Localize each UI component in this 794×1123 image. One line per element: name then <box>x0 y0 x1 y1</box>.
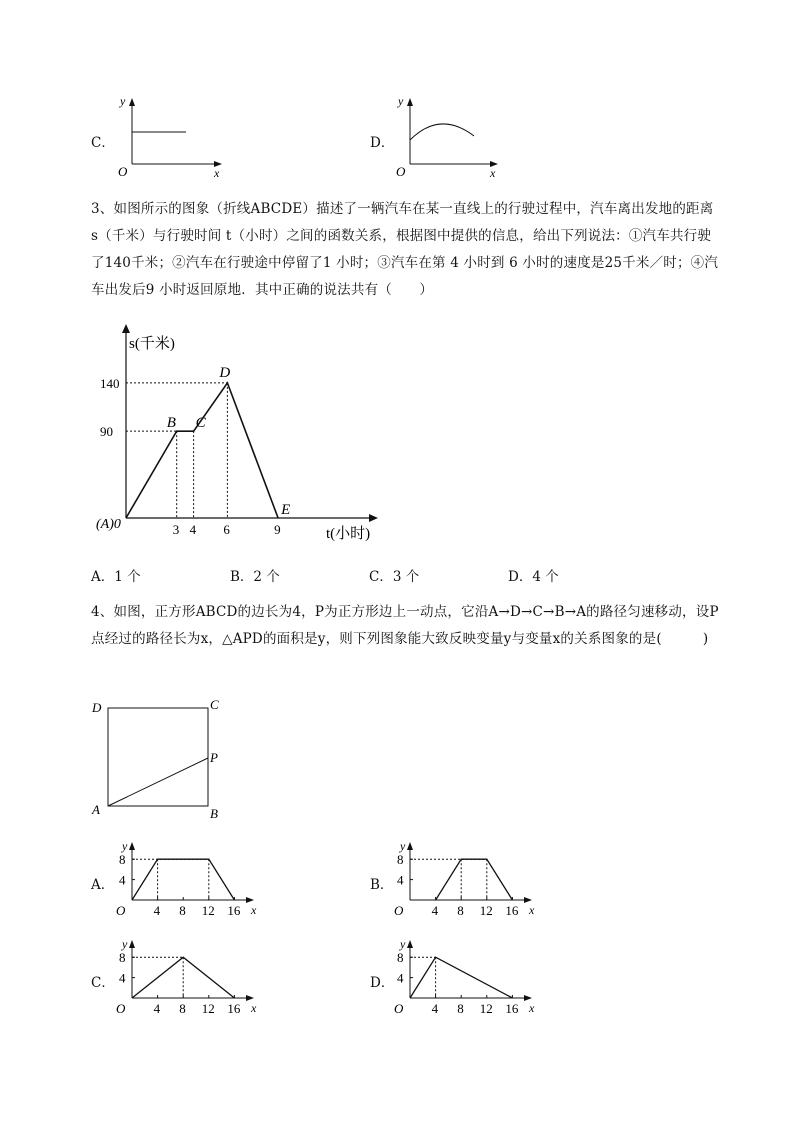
vertex-a-label: A <box>92 802 100 817</box>
y-tick-4: 4 <box>119 970 126 986</box>
y-tick-4: 4 <box>397 970 404 986</box>
q3-option-c: C．3 个 <box>369 569 420 585</box>
origin-label: O <box>116 903 126 918</box>
q4-option-a-graph <box>110 838 270 922</box>
x-tick-4: 4 <box>431 903 439 918</box>
x-tick-8: 8 <box>457 1001 464 1016</box>
y-tick-8: 8 <box>397 852 404 868</box>
question-3-text: 3、如图所示的图象（折线ABCDE）描述了一辆汽车在某一直线上的行驶过程中，汽车离出发地的距离 s（千米）与行驶时间 t（小时）之间的函数关系，根据图中提供的信息，给出下列说法：①汽车共行驶了140千米；②汽车在行驶途中停留了1 小时；③汽车在第 4 小时到 6 小时的速度是25千米／时；④汽车出发后9 小时返回原地．其中正确的说法共有（ ） <box>91 201 719 298</box>
option-c-label: C． <box>91 135 115 151</box>
axis-x-label: x <box>529 903 535 917</box>
y-tick-8: 8 <box>119 852 126 868</box>
x-tick-12: 12 <box>201 903 215 918</box>
axis-x-label: x <box>251 1001 257 1015</box>
q2-option-d-graph <box>388 92 508 182</box>
axis-x-label: x <box>251 903 257 917</box>
x-tick-16: 16 <box>505 903 519 918</box>
graph-line-B <box>436 859 513 900</box>
y-tick-8: 8 <box>119 950 126 966</box>
axis-y-label: y <box>400 937 406 951</box>
x-tick-6: 6 <box>223 522 230 537</box>
x-tick-12: 12 <box>479 903 493 918</box>
point-label-D: D <box>219 364 231 381</box>
origin-label: (A)0 <box>96 517 121 532</box>
x-tick-12: 12 <box>201 1001 215 1016</box>
x-tick-16: 16 <box>505 1001 519 1016</box>
y-tick-4: 4 <box>119 872 126 888</box>
q3-distance-time-chart <box>90 318 390 550</box>
axis-y-label: y <box>120 94 126 108</box>
y-axis-label: s(千米) <box>129 336 175 352</box>
x-tick-4: 4 <box>189 522 197 537</box>
q3-option-d: D．4 个 <box>508 569 559 585</box>
point-label-C: C <box>195 415 206 432</box>
axis-x-label: x <box>490 166 496 180</box>
q4-square-figure <box>88 696 238 824</box>
y-tick-140: 140 <box>100 375 120 391</box>
point-label-E: E <box>281 502 291 518</box>
origin-label: O <box>394 903 404 918</box>
q4-option-d-graph <box>388 936 548 1020</box>
question-4-text: 4、如图，正方形ABCD的边长为4，P为正方形边上一动点，它沿A→D→C→B→A的路径匀速移动，设P点经过的路径长为x，△APD的面积是y，则下列图象能大致反映变量y与变量x的关系图象的是( ) <box>91 604 719 647</box>
x-axis-label: t(小时) <box>326 526 371 542</box>
q2-option-c-graph <box>110 92 230 182</box>
origin-label: O <box>394 1001 404 1016</box>
origin-label: O <box>396 164 406 179</box>
graph-line-D <box>410 957 512 998</box>
vertex-d-label: D <box>92 700 102 715</box>
x-tick-4: 4 <box>153 903 161 918</box>
q4-option-c-graph <box>110 936 270 1020</box>
q4-option-a-label: A． <box>91 877 115 893</box>
x-tick-8: 8 <box>179 903 186 918</box>
q4-option-b-graph <box>388 838 548 922</box>
graph-line-A <box>132 859 234 900</box>
x-tick-16: 16 <box>227 1001 241 1016</box>
axis-y-label: y <box>122 937 128 951</box>
axis-y-label: y <box>400 839 406 853</box>
x-tick-16: 16 <box>227 903 241 918</box>
vertex-c-label: C <box>210 697 219 712</box>
x-tick-3: 3 <box>172 522 180 537</box>
x-tick-12: 12 <box>479 1001 493 1016</box>
q4-option-b-label: B． <box>370 877 394 893</box>
q4-option-d-label: D． <box>370 975 395 991</box>
axis-y-label: y <box>398 94 404 108</box>
y-tick-4: 4 <box>397 872 404 888</box>
x-tick-4: 4 <box>153 1001 161 1016</box>
y-tick-90: 90 <box>100 424 113 440</box>
axis-y-label: y <box>122 839 128 853</box>
point-p-label: P <box>210 750 218 765</box>
x-tick-8: 8 <box>457 903 464 918</box>
option-d-label: D． <box>370 135 395 151</box>
q4-option-c-label: C． <box>91 975 115 991</box>
axis-x-label: x <box>214 166 220 180</box>
y-tick-8: 8 <box>397 950 404 966</box>
q3-option-a: A．1 个 <box>91 569 141 585</box>
route-line <box>126 383 278 518</box>
vertex-b-label: B <box>210 806 218 821</box>
origin-label: O <box>116 1001 126 1016</box>
axis-x-label: x <box>529 1001 535 1015</box>
q3-option-b: B．2 个 <box>230 569 280 585</box>
point-label-B: B <box>166 415 176 432</box>
x-tick-4: 4 <box>431 1001 439 1016</box>
x-tick-8: 8 <box>179 1001 186 1016</box>
x-tick-9: 9 <box>274 522 281 537</box>
origin-label: O <box>118 164 128 179</box>
